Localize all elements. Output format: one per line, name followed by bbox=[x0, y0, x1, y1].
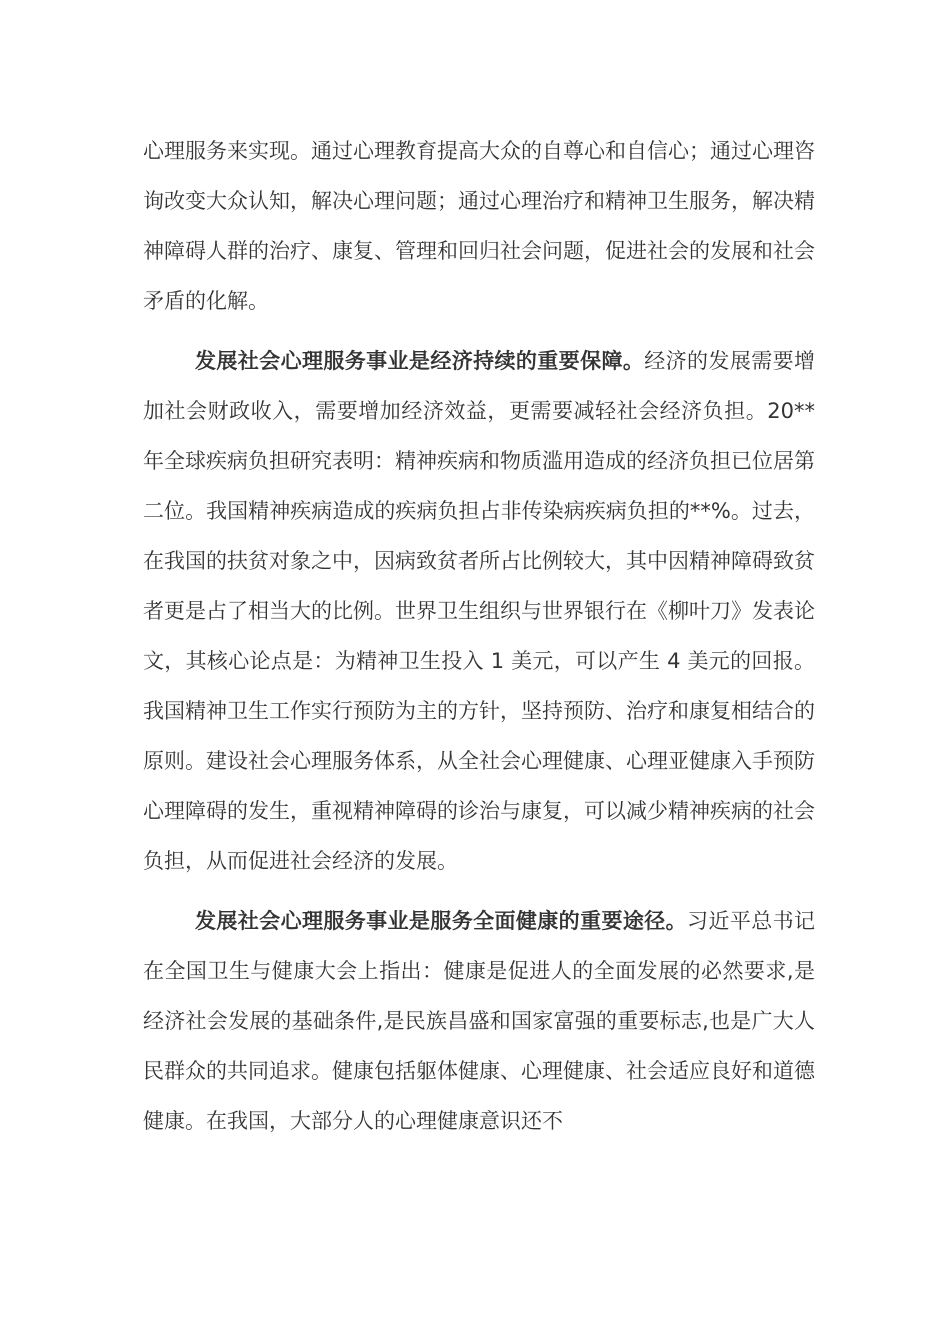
paragraph-3 bbox=[143, 896, 815, 1146]
paragraph-1-text: 心理服务来实现。通过心理教育提高大众的自尊心和自信心；通过心理咨询改变大众认知，解决心理问题；通过心理治疗和精神卫生服务，解决精神障碍人群的治疗、康复、管理和回归社会问题，促进社会的发展和社会矛盾的化解。 bbox=[143, 139, 815, 313]
paragraph-1 bbox=[143, 126, 815, 326]
paragraph-2-lead: 发展社会心理服务事业是经济持续的重要保障。 bbox=[195, 349, 645, 373]
paragraph-3-text: 习近平总书记在全国卫生与健康大会上指出：健康是促进人的全面发展的必然要求,是经济社会发展的基础条件,是民族昌盛和国家富强的重要标志,也是广大人民群众的共同追求。健康包括躯体健康、心理健康、社会适应良好和道德健康。在我国，大部分人的心理健康意识还不 bbox=[143, 909, 816, 1133]
paragraph-2 bbox=[143, 336, 815, 886]
document-body bbox=[143, 126, 815, 1156]
paragraph-2-text: 经济的发展需要增加社会财政收入，需要增加经济效益，更需要减轻社会经济负担。20**年全球疾病负担研究表明：精神疾病和物质滥用造成的经济负担已位居第二位。我国精神疾病造成的疾病负担占非传染病疾病负担的**%。过去，在我国的扶贫对象之中，因病致贫者所占比例较大，其中因精神障碍致贫者更是占了相当大的比例。世界卫生组织与世界银行在《柳叶刀》发表论文，其核心论点是：为精神卫生投入 1 美元，可以产生 4 美元的回报。我国精神卫生工作实行预防为主的方针，坚持预防、治疗和康复相结合的原则。建设社会心理服务体系，从全社会心理健康、心理亚健康入手预防心理障碍的发生，重视精神障碍的诊治与康复，可以减少精神疾病的社会负担，从而促进社会经济的发展。 bbox=[143, 349, 815, 873]
paragraph-3-lead: 发展社会心理服务事业是服务全面健康的重要途径。 bbox=[195, 909, 688, 933]
